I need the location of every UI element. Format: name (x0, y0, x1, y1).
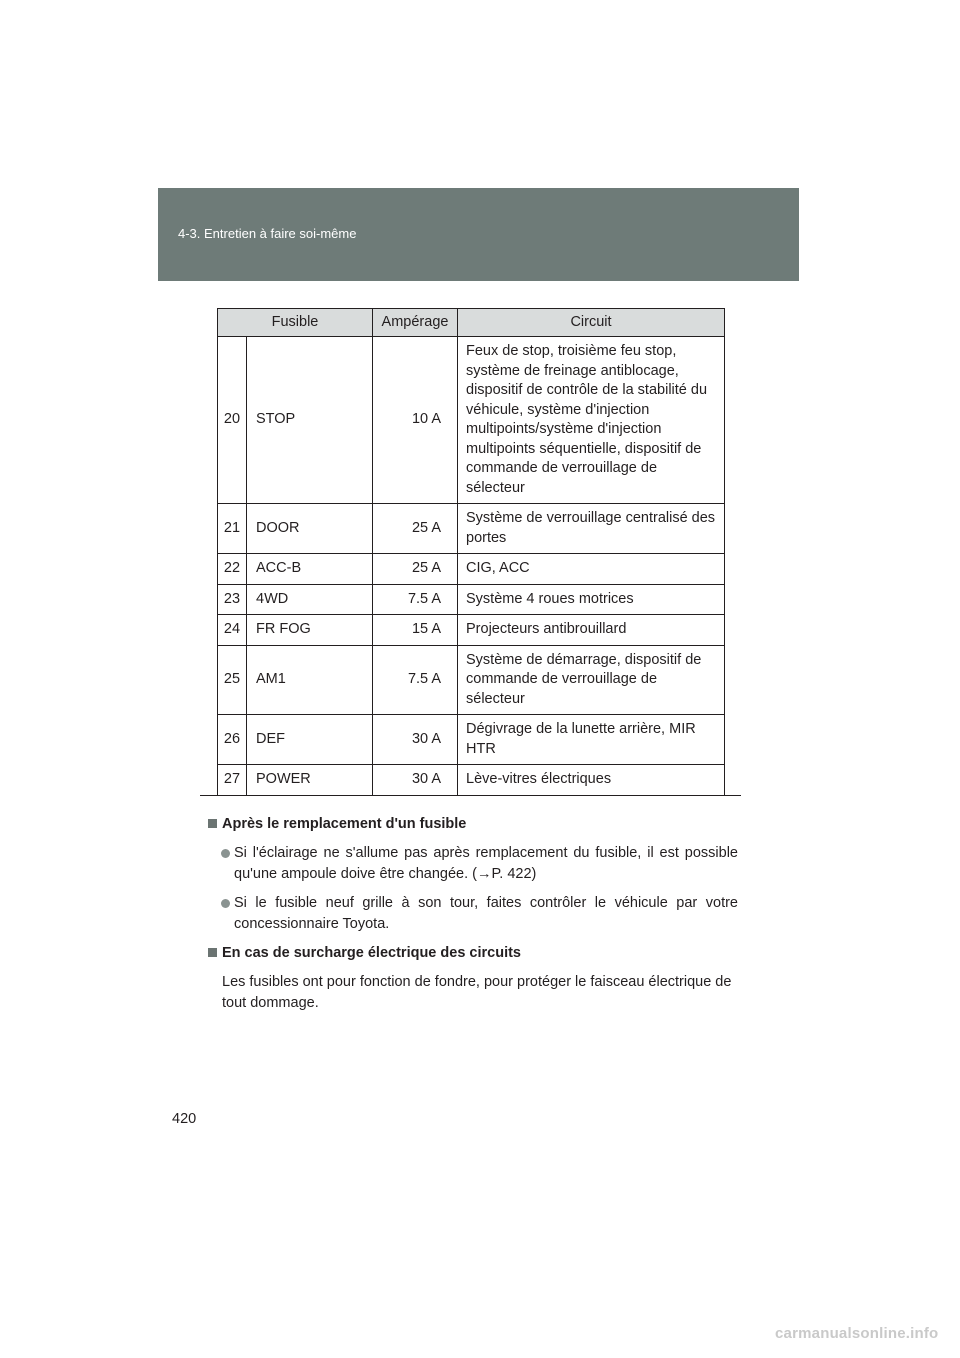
fuse-number: 22 (218, 554, 247, 585)
fuse-circuit: CIG, ACC (458, 554, 725, 585)
page-number: 420 (172, 1111, 197, 1127)
section-divider (200, 795, 741, 796)
square-bullet-icon (208, 948, 217, 957)
fuse-number: 21 (218, 504, 247, 554)
column-header-amperage: Ampérage (373, 309, 458, 337)
fuse-circuit: Système de verrouillage centralisé des portes (458, 504, 725, 554)
fuse-name: POWER (247, 765, 373, 796)
fuse-circuit: Système de démarrage, dispositif de commande de verrouillage de sélecteur (458, 645, 725, 715)
column-header-fusible: Fusible (218, 309, 373, 337)
table-row (218, 645, 725, 715)
section-header-band (158, 188, 799, 281)
note-heading-text: En cas de surcharge électrique des circuits (222, 945, 521, 961)
fuse-circuit: Lève-vitres électriques (458, 765, 725, 796)
fuse-amperage: 25 A (373, 504, 458, 554)
fuse-name: ACC-B (247, 554, 373, 585)
fuse-number: 24 (218, 615, 247, 646)
fuse-amperage: 10 A (373, 337, 458, 504)
fuse-number: 26 (218, 715, 247, 765)
fuse-name: AM1 (247, 645, 373, 715)
fuse-amperage: 7.5 A (373, 584, 458, 615)
notes-section (208, 814, 738, 1022)
fuse-amperage: 7.5 A (373, 645, 458, 715)
note-bullet (208, 893, 738, 935)
table-row (218, 337, 725, 504)
fuse-circuit: Système 4 roues motrices (458, 584, 725, 615)
square-bullet-icon (208, 819, 217, 828)
note-bullet (208, 843, 738, 885)
fuse-amperage: 30 A (373, 765, 458, 796)
table-row (218, 765, 725, 796)
fuse-name: STOP (247, 337, 373, 504)
circle-bullet-icon (221, 849, 230, 858)
table-row (218, 615, 725, 646)
fuse-name: DOOR (247, 504, 373, 554)
circle-bullet-icon (221, 899, 230, 908)
note-heading (208, 814, 738, 835)
fuse-name: DEF (247, 715, 373, 765)
note-heading-text: Après le remplacement d'un fusible (222, 816, 467, 832)
note-bullet-text: Si l'éclairage ne s'allume pas après remplacement du fusible, il est possible qu'une ampoule doive être changée. (→P. 422) (234, 845, 738, 882)
note-heading (208, 943, 738, 964)
column-header-circuit: Circuit (458, 309, 725, 337)
section-title: 4-3. Entretien à faire soi-même (178, 226, 357, 241)
fuse-circuit: Feux de stop, troisième feu stop, système de freinage antiblocage, dispositif de contrôle de la stabilité du véhicule, système d'injection multipoints/système d'injection multipoints séquentielle, dispositif de commande de verrouillage de sélecteur (458, 337, 725, 504)
table-row (218, 554, 725, 585)
fuse-circuit: Dégivrage de la lunette arrière, MIR HTR (458, 715, 725, 765)
fuse-number: 25 (218, 645, 247, 715)
fuse-table (217, 308, 725, 796)
fuse-name: 4WD (247, 584, 373, 615)
note-paragraph: Les fusibles ont pour fonction de fondre, pour protéger le faisceau électrique de tout dommage. (222, 974, 732, 1011)
fuse-amperage: 25 A (373, 554, 458, 585)
fuse-amperage: 15 A (373, 615, 458, 646)
table-row (218, 584, 725, 615)
watermark: carmanualsonline.info (775, 1325, 939, 1342)
note-bullet-text: Si le fusible neuf grille à son tour, faites contrôler le véhicule par votre concessionnaire Toyota. (234, 895, 738, 932)
fuse-name: FR FOG (247, 615, 373, 646)
table-row (218, 715, 725, 765)
fuse-number: 27 (218, 765, 247, 796)
fuse-amperage: 30 A (373, 715, 458, 765)
table-row (218, 504, 725, 554)
fuse-number: 23 (218, 584, 247, 615)
table-header-row (218, 309, 725, 337)
fuse-number: 20 (218, 337, 247, 504)
fuse-circuit: Projecteurs antibrouillard (458, 615, 725, 646)
